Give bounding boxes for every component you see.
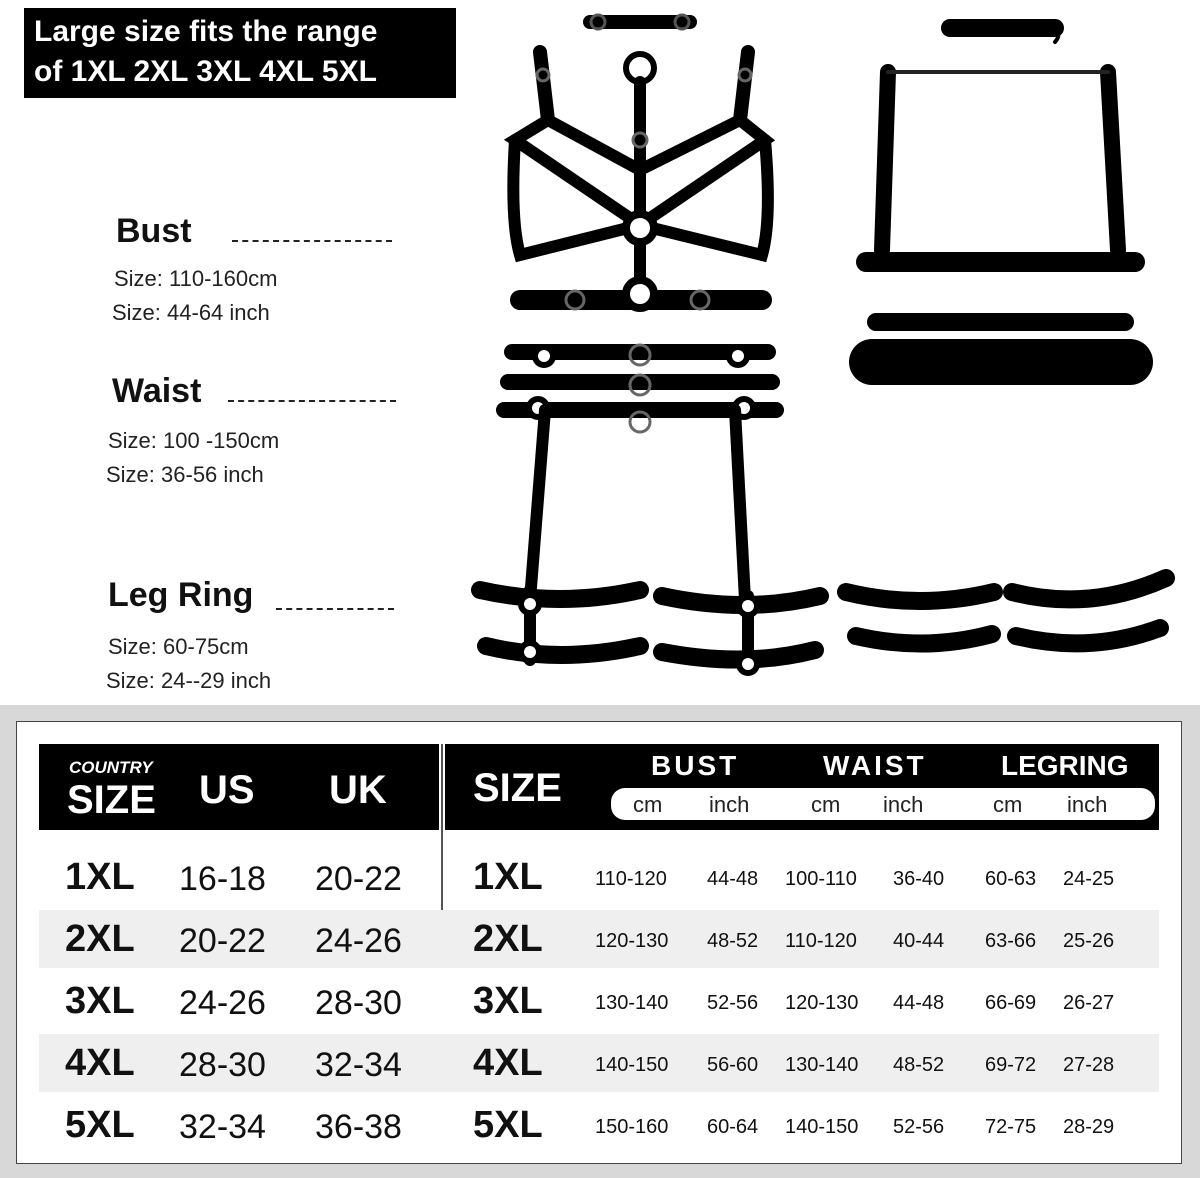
size-chart-table [16,721,1182,1164]
unit-bust-cm: cm [633,792,663,817]
uk-cell: 28-30 [315,984,402,1022]
waist-inch-cell: 40-44 [893,930,945,952]
size-column-header: SIZE [473,766,562,810]
leg-ring-measurement [108,576,408,696]
waist-cm-cell: 110-120 [785,930,857,952]
waist-cm-cell: 100-110 [785,868,857,890]
country-size-cell: 5XL [65,1104,135,1146]
bust-size-cm: Size: 110-160cm [114,266,278,291]
leg-ring-title: Leg Ring [108,576,254,614]
leg-inch-cell: 28-29 [1063,1116,1115,1138]
waist-measurement [106,372,412,492]
uk-cell: 20-22 [315,860,402,898]
table-row [39,972,1159,1030]
waist-cm-cell: 120-130 [785,992,859,1014]
us-cell: 28-30 [179,1046,266,1084]
uk-column-header: UK [329,768,387,812]
bust-size-inch: Size: 44-64 inch [112,300,270,325]
leg-cm-cell: 72-75 [985,1116,1037,1138]
bust-group-header: BUST [651,750,740,781]
leg-cm-cell: 60-63 [985,868,1037,890]
size-range-banner [24,8,456,98]
leg-inch-cell: 24-25 [1063,868,1115,890]
us-cell: 32-34 [179,1108,266,1146]
us-cell: 20-22 [179,922,266,960]
country-size-cell: 2XL [65,918,135,960]
waist-inch-cell: 52-56 [893,1116,945,1138]
waist-dash-line [228,400,396,402]
uk-cell: 32-34 [315,1046,402,1084]
bust-cm-cell: 140-150 [595,1054,669,1076]
bust-dash-line [232,240,392,242]
waist-inch-cell: 36-40 [893,868,945,890]
us-cell: 24-26 [179,984,266,1022]
waist-cm-cell: 130-140 [785,1054,859,1076]
waist-group-header: WAIST [823,750,927,781]
bust-inch-cell: 48-52 [707,930,759,952]
size-cell: 3XL [473,980,543,1022]
table-row [39,910,1159,968]
bust-cm-cell: 110-120 [595,868,667,890]
leg-cm-cell: 66-69 [985,992,1037,1014]
leg-inch-cell: 26-27 [1063,992,1115,1014]
harness-front-view-figure [480,15,820,673]
legring-group-header: LEGRING [1001,750,1129,781]
leg-inch-cell: 25-26 [1063,930,1115,952]
leg-ring-dash-line [276,608,394,610]
waist-inch-cell: 48-52 [893,1054,945,1076]
country-label: COUNTRY [69,758,153,777]
bust-cm-cell: 130-140 [595,992,669,1014]
unit-labels-bar [611,788,1155,820]
bust-inch-cell: 44-48 [707,868,759,890]
table-row [39,1096,1159,1154]
leg-ring-size-inch: Size: 24--29 inch [106,668,272,693]
leg-cm-cell: 63-66 [985,930,1037,952]
size-cell: 4XL [473,1042,543,1084]
leg-inch-cell: 27-28 [1063,1054,1115,1076]
waist-inch-cell: 44-48 [893,992,945,1014]
waist-size-inch: Size: 36-56 inch [106,462,264,487]
country-size-label: SIZE [67,778,156,822]
bust-cm-cell: 150-160 [595,1116,669,1138]
us-column-header: US [199,768,255,812]
bust-inch-cell: 52-56 [707,992,759,1014]
waist-title: Waist [112,372,202,410]
unit-bust-inch: inch [709,792,750,817]
waist-size-cm: Size: 100 -150cm [108,428,280,453]
unit-leg-inch: inch [1067,792,1108,817]
unit-leg-cm: cm [993,792,1023,817]
banner-line-1: Large size fits the range [34,15,378,48]
country-size-cell: 3XL [65,980,135,1022]
country-size-header [39,744,439,830]
size-cell: 2XL [473,918,543,960]
bust-inch-cell: 56-60 [707,1054,759,1076]
size-chart-section [0,705,1200,1178]
unit-waist-inch: inch [883,792,924,817]
bust-title: Bust [116,212,192,250]
harness-back-view-figure [846,28,1166,644]
uk-cell: 24-26 [315,922,402,960]
table-row [39,848,1159,906]
unit-waist-cm: cm [811,792,841,817]
table-row [39,1034,1159,1092]
measurement-header [445,744,1159,830]
bust-inch-cell: 60-64 [707,1116,759,1138]
waist-cm-cell: 140-150 [785,1116,859,1138]
country-size-cell: 1XL [65,856,135,898]
bust-cm-cell: 120-130 [595,930,669,952]
size-cell: 5XL [473,1104,543,1146]
leg-ring-size-cm: Size: 60-75cm [108,634,249,659]
us-cell: 16-18 [179,860,266,898]
banner-line-2: of 1XL 2XL 3XL 4XL 5XL [34,55,377,88]
bust-measurement [112,212,416,332]
uk-cell: 36-38 [315,1108,402,1146]
size-cell: 1XL [473,856,543,898]
country-size-cell: 4XL [65,1042,135,1084]
leg-cm-cell: 69-72 [985,1054,1037,1076]
